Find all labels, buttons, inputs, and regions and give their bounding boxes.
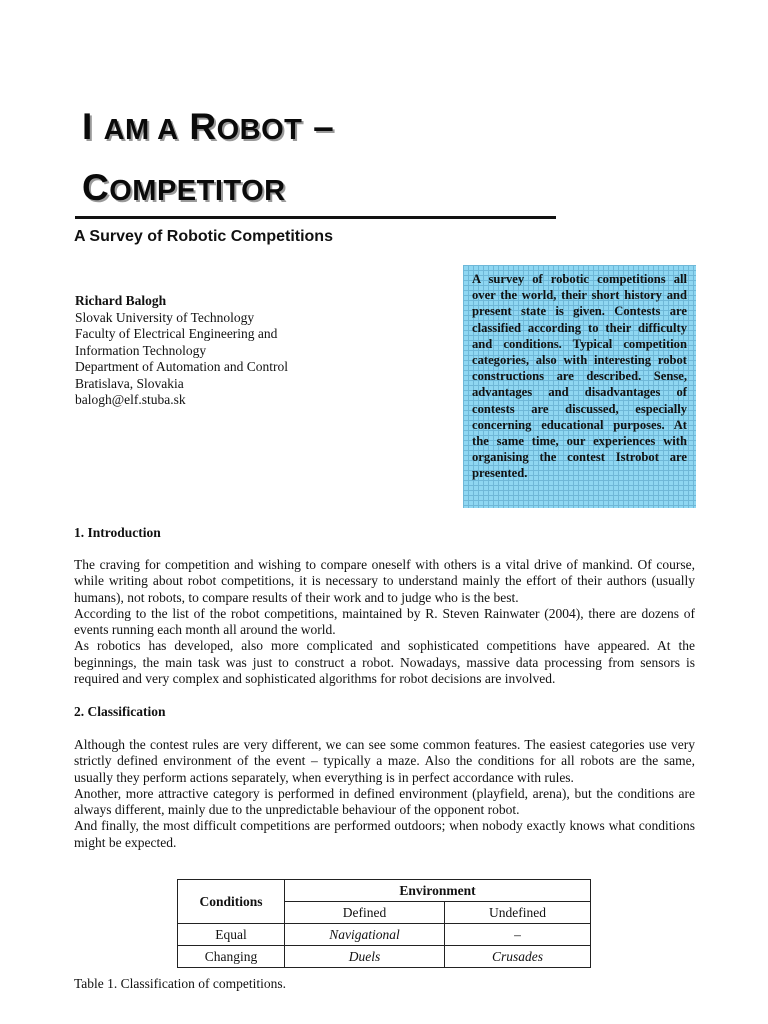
paragraph: Another, more attractive category is performed in defined environment (playfield, arena), but the conditions are always different, mainly due to the unpredictable behaviour of the opponent robot. — [74, 785, 695, 818]
table-row-label: Equal — [178, 924, 285, 946]
section-heading-classification: 2. Classification — [74, 704, 166, 719]
paragraph: The craving for competition and wishing to compare oneself with others is a vital drive of mankind. Of course, while writing about robot competitions, it is necessary to understand mainly the effort of their authors (usually humans), not robots, to compare results of their work and to judge who is the best. — [74, 557, 695, 605]
table-caption: Table 1. Classification of competitions. — [74, 976, 287, 991]
title-line-1: I AM A ROBOT – — [82, 106, 335, 147]
table-column-header: Defined — [285, 902, 445, 924]
author-affiliation-line: Bratislava, Slovakia — [75, 375, 184, 391]
author-affiliation-line: Slovak University of Technology — [75, 309, 255, 325]
author-affiliation-line: Information Technology — [75, 342, 207, 358]
author-affiliation-line: Faculty of Electrical Engineering and — [75, 326, 278, 341]
table-cell: Crusades — [445, 946, 591, 968]
author-affiliation-line: Department of Automation and Control — [75, 359, 288, 374]
paragraph: According to the list of the robot competitions, maintained by R. Steven Rainwater (2004), there are dozens of events running each month all around the world. — [74, 605, 695, 638]
paper-title — [82, 98, 334, 220]
classification-table — [177, 879, 591, 968]
paragraph: And finally, the most difficult competitions are performed outdoors; when nobody exactly knows what conditions might be expected. — [74, 818, 695, 850]
introduction-body — [74, 557, 695, 687]
paper-subtitle: A Survey of Robotic Competitions — [74, 228, 333, 245]
abstract-box: A survey of robotic competitions all over the world, their short history and present state is given. Contests are classified according to their difficulty and conditions. Typical competition categories, also with interesting robot constructions are described. Sense, advantages and disadvantages of contests are discussed, especially concerning educational purposes. At the same time, our experiences with organising the contest Istrobot are presented. — [463, 265, 696, 508]
table-column-header: Undefined — [445, 902, 591, 924]
title-divider — [75, 216, 556, 219]
title-line-2: COMPETITOR — [82, 167, 286, 208]
author-email: balogh@elf.stuba.sk — [75, 392, 186, 407]
paragraph: As robotics has developed, also more complicated and sophisticated competitions have appeared. At the beginnings, the main task was just to construct a robot. Nowadays, massive data processing from sensors is required and very complex and sophisticated algorithms for robot decisions are involved. — [74, 638, 695, 687]
table-header-conditions: Conditions — [178, 880, 285, 924]
table-cell: Duels — [285, 946, 445, 968]
section-heading-introduction: 1. Introduction — [74, 525, 161, 540]
table-row — [178, 946, 591, 968]
table-row-label: Changing — [178, 946, 285, 968]
paragraph: Although the contest rules are very different, we can see some common features. The easiest categories use very strictly defined environment of the event – typically a maze. Also the conditions for all robots are the same, usually they perform actions separately, when everything is in perfect accordance with rules. — [74, 737, 695, 785]
table-cell: Navigational — [285, 924, 445, 946]
table-header-environment: Environment — [285, 880, 591, 902]
classification-body — [74, 737, 695, 851]
table-cell: – — [445, 924, 591, 946]
author-block — [75, 293, 288, 409]
table-row — [178, 924, 591, 946]
author-name: Richard Balogh — [75, 293, 167, 308]
